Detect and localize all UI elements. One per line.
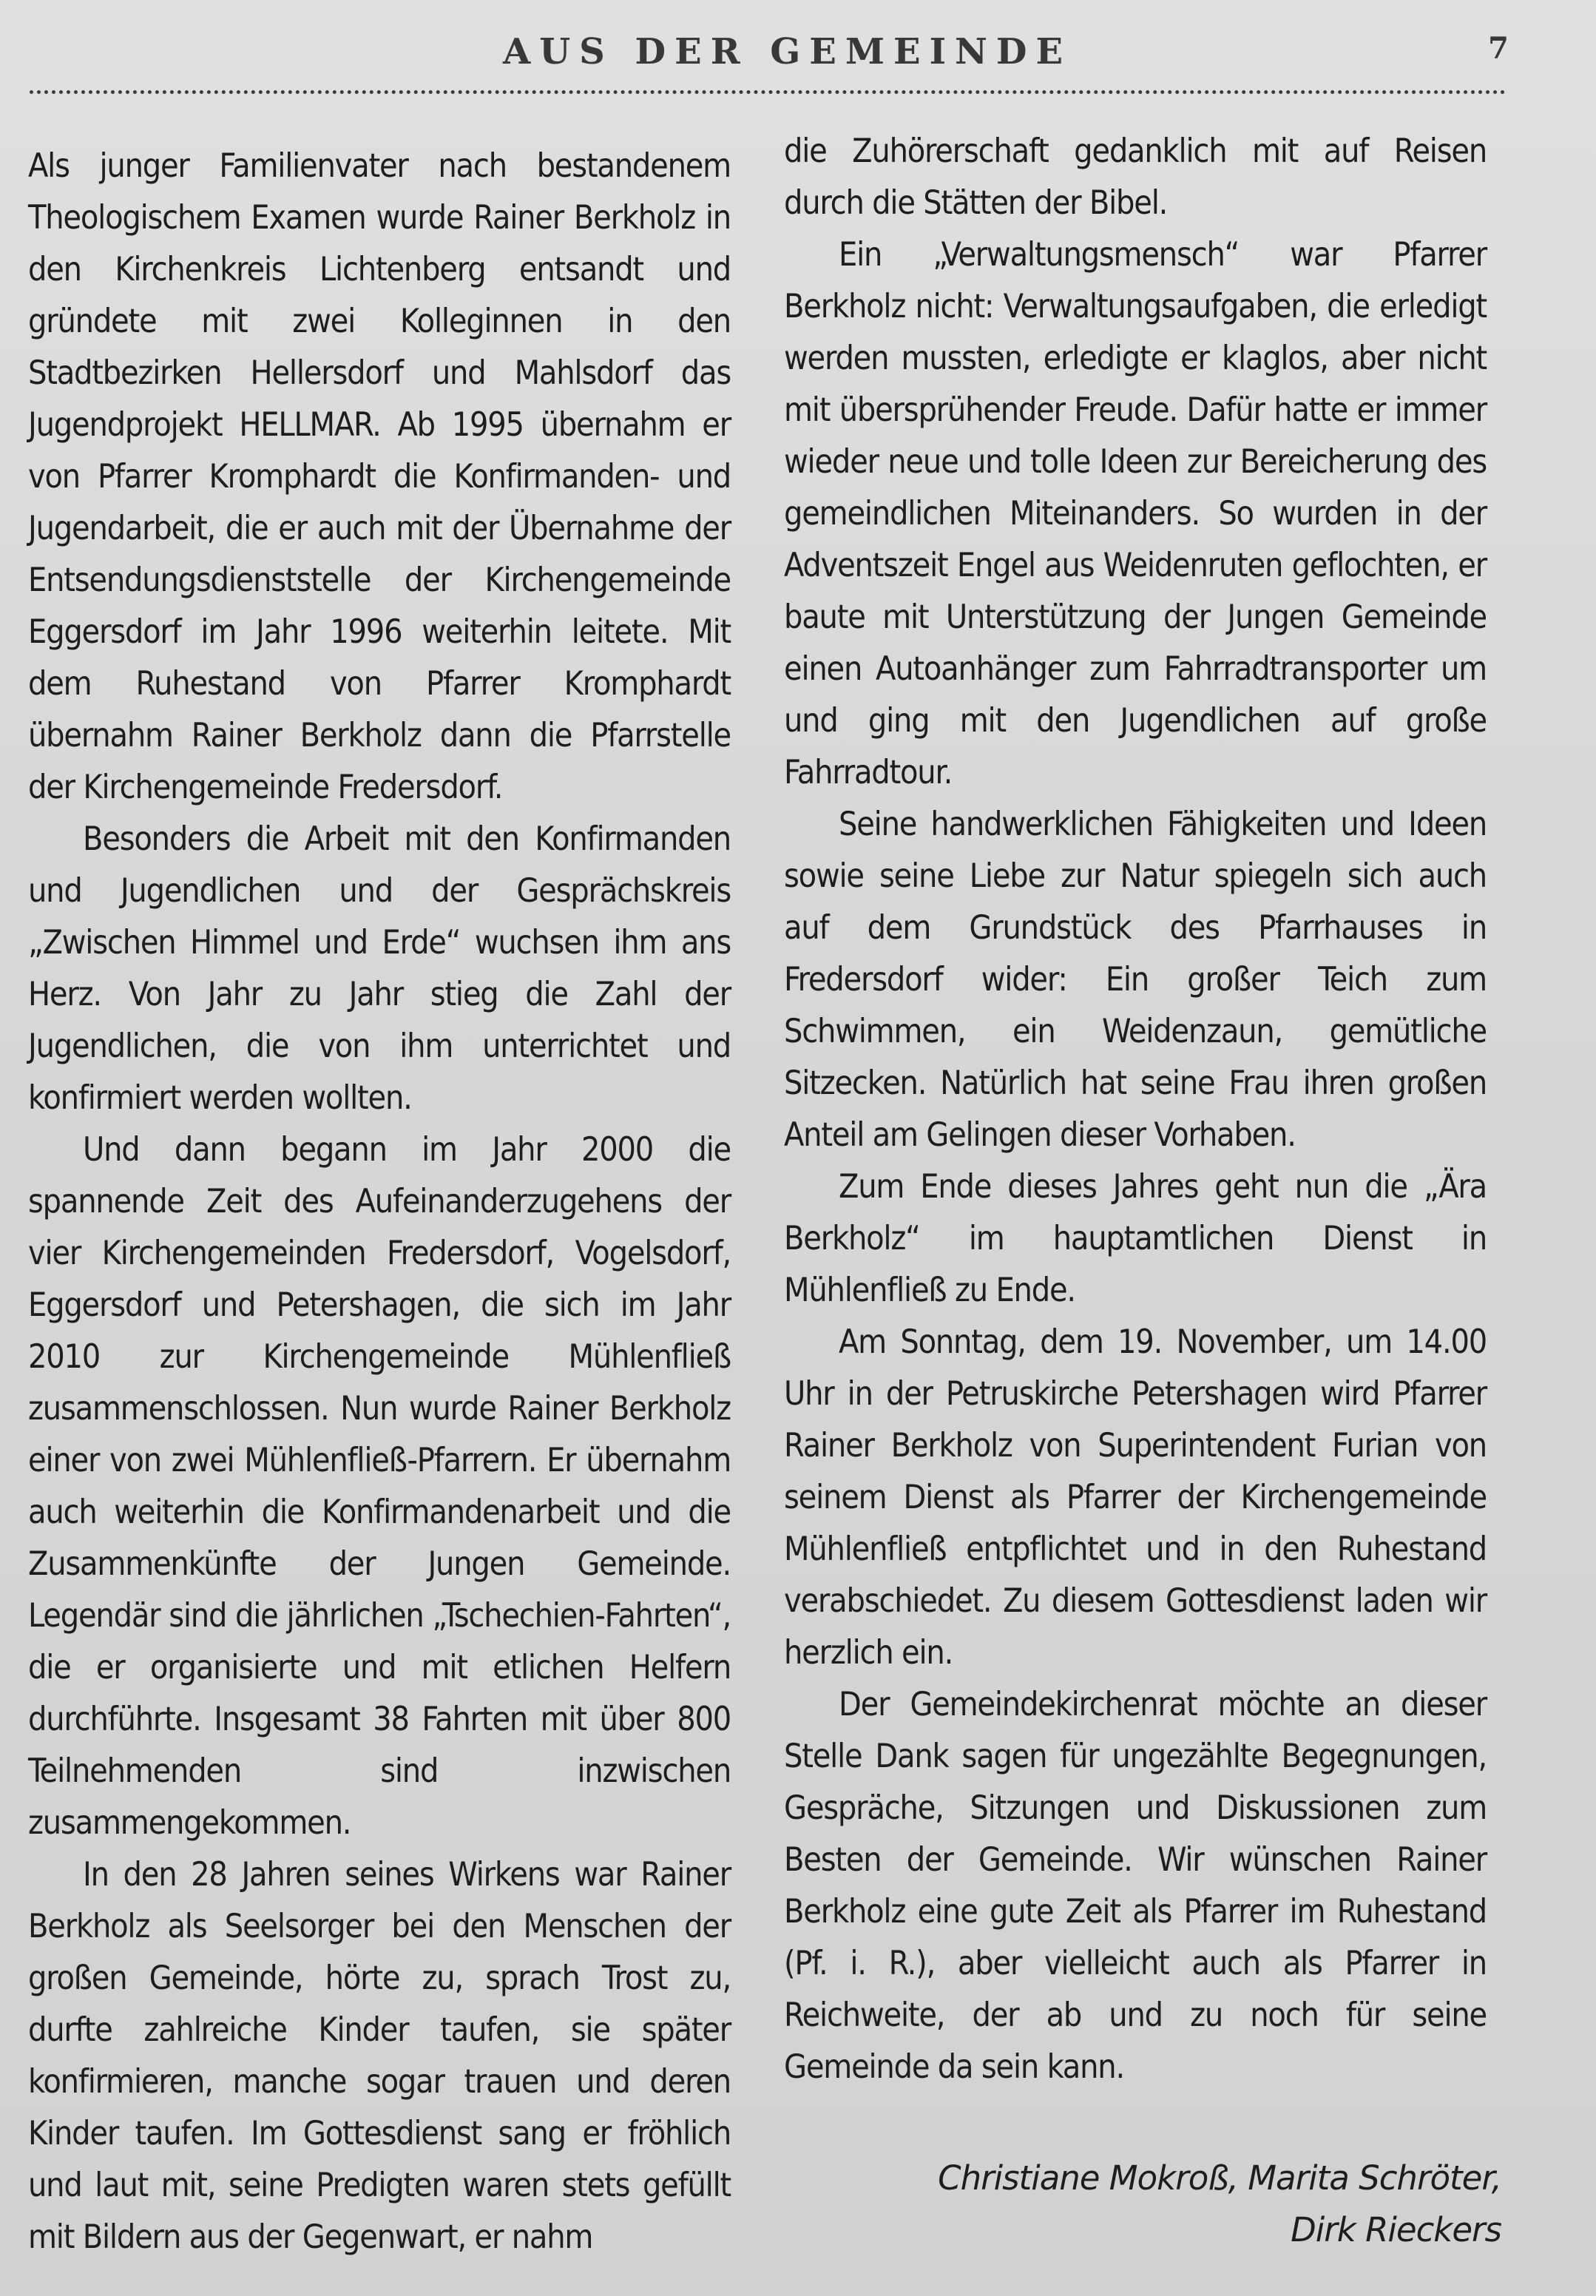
article-paragraph: Seine handwerklichen Fähigkeiten und Ideen sowie seine Liebe zur Natur spiegeln sich auch auf dem Grundstück des Pfarrhauses in Fredersdorf wider: Ein großer Teich zum Schwimmen, ein Weidenzaun, gemütliche Sitzecken. Natürlich hat seine Frau ihren großen Anteil am Gelingen dieser Vorhaben. bbox=[784, 806, 1487, 1154]
author-signature bbox=[836, 2152, 1501, 2256]
section-title: AUS DER GEMEINDE bbox=[503, 31, 1072, 72]
article-paragraph: Zum Ende dieses Jahres geht nun die „Ära Berkholz“ im hauptamtlichen Dienst in Mühlenfließ zu Ende. bbox=[784, 1168, 1487, 1309]
signature-line: Christiane Mokroß, Marita Schröter, bbox=[938, 2158, 1501, 2198]
article-paragraph: Ein „Verwaltungsmensch“ war Pfarrer Berkholz nicht: Verwaltungsaufgaben, die erledigt werden mussten, erledigte er klaglos, aber nicht mit übersprühender Freude. Dafür hatte er immer wieder neue und tolle Ideen zur Bereicherung des gemeindlichen Miteinanders. So wurden in der Adventszeit Engel aus Weidenruten geflochten, er baute mit Unterstützung der Jungen Gemeinde einen Autoanhänger zum Fahrradtransporter um und ging mit den Jugendlichen auf große Fahrradtour. bbox=[784, 236, 1487, 791]
right-column bbox=[784, 126, 1487, 2093]
article-paragraph: Als junger Familienvater nach bestandenem Theologischem Examen wurde Rainer Berkholz in den Kirchenkreis Lichtenberg entsandt und gründete mit zwei Kolleginnen in den Stadtbezirken Hellersdorf und Mahlsdorf das Jugendprojekt HELLMAR. Ab 1995 übernahm er von Pfarrer Kromphardt die Konfirmanden- und Jugendarbeit, die er auch mit der Übernahme der Entsendungsdienststelle der Kirchengemeinde Eggersdorf im Jahr 1996 weiterhin leitete. Mit dem Ruhestand von Pfarrer Kromphardt übernahm Rainer Berkholz dann die Pfarrstelle der Kirchengemeinde Fredersdorf. bbox=[28, 147, 731, 806]
page-header bbox=[30, 31, 1509, 90]
article-paragraph: Und dann begann im Jahr 2000 die spannende Zeit des Aufeinanderzugehens der vier Kirchengemeinden Fredersdorf, Vogelsdorf, Eggersdorf und Petershagen, die sich im Jahr 2010 zur Kirchengemeinde Mühlenfließ zusammenschlossen. Nun wurde Rainer Berkholz einer von zwei Mühlenfließ-Pfarrern. Er übernahm auch weiterhin die Konfirmandenarbeit und die Zusammenkünfte der Jungen Gemeinde. Legendär sind die jährlichen „Tschechien-Fahrten“, die er organisierte und mit etlichen Helfern durchführte. Insgesamt 38 Fahrten mit über 800 Teilnehmenden sind inzwischen zusammengekommen. bbox=[28, 1131, 731, 1842]
signature-line: Dirk Rieckers bbox=[1291, 2210, 1501, 2249]
page-number: 7 bbox=[1488, 31, 1509, 66]
article-paragraph: Am Sonntag, dem 19. November, um 14.00 Uhr in der Petruskirche Petershagen wird Pfarrer Rainer Berkholz von Superintendent Furian von seinem Dienst als Pfarrer der Kirchengemeinde Mühlenfließ entpflichtet und in den Ruhestand verabschiedet. Zu diesem Gottesdienst laden wir herzlich ein. bbox=[784, 1323, 1487, 1672]
header-divider bbox=[30, 90, 1506, 94]
left-column bbox=[28, 141, 731, 2263]
article-paragraph: In den 28 Jahren seines Wirkens war Rainer Berkholz als Seelsorger bei den Menschen der großen Gemeinde, hörte zu, sprach Trost zu, durfte zahlreiche Kinder taufen, sie später konfirmieren, manche sogar trauen und deren Kinder taufen. Im Gottesdienst sang er fröhlich und laut mit, seine Predigten waren stets gefüllt mit Bildern aus der Gegenwart, er nahm bbox=[28, 1856, 731, 2256]
article-paragraph: die Zuhörerschaft gedanklich mit auf Reisen durch die Stätten der Bibel. bbox=[784, 132, 1487, 222]
article-paragraph: Der Gemeindekirchenrat möchte an dieser Stelle Dank sagen für ungezählte Begegnungen, Gespräche, Sitzungen und Diskussionen zum Besten der Gemeinde. Wir wünschen Rainer Berkholz eine gute Zeit als Pfarrer im Ruhestand (Pf. i. R.), aber vielleicht auch als Pfarrer in Reichweite, der ab und zu noch für seine Gemeinde da sein kann. bbox=[784, 1686, 1487, 2086]
article-paragraph: Besonders die Arbeit mit den Konfirmanden und Jugendlichen und der Gesprächskreis „Zwischen Himmel und Erde“ wuchsen ihm ans Herz. Von Jahr zu Jahr stieg die Zahl der Jugendlichen, die von ihm unterrichtet und konfirmiert werden wollten. bbox=[28, 820, 731, 1117]
